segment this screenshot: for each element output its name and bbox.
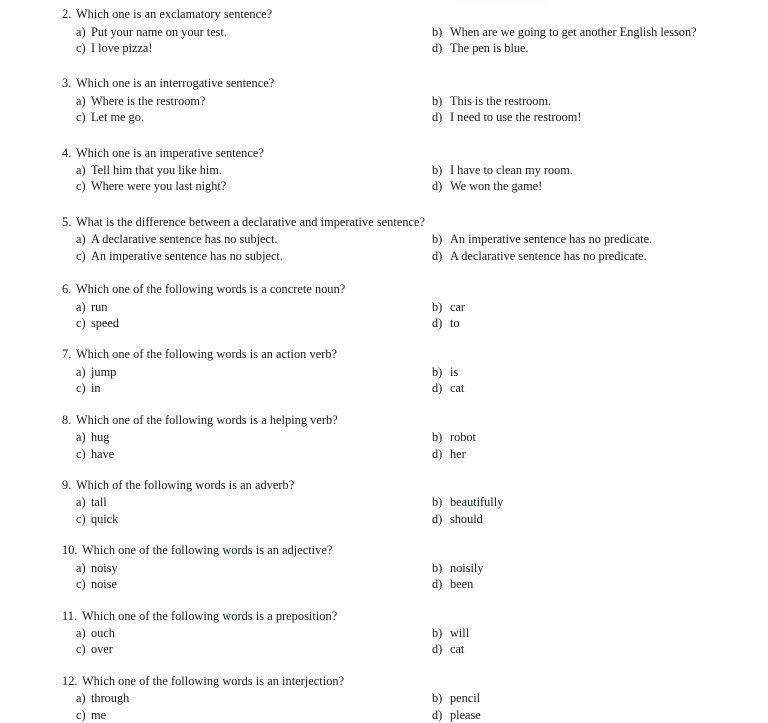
option-text: speed (91, 316, 119, 331)
answer-option-b[interactable] (432, 560, 483, 576)
question-text: Which one of the following words is a preposition? (82, 608, 338, 623)
answer-option-d[interactable] (432, 707, 481, 723)
option-text: The pen is blue. (450, 40, 529, 55)
question-spacer (0, 264, 768, 281)
question-block (0, 214, 768, 281)
option-label: c) (76, 179, 86, 194)
option-text: Tell him that you like him. (91, 163, 222, 178)
option-text: An imperative sentence has no predicate. (450, 232, 653, 247)
option-row (0, 24, 768, 40)
answer-option-b[interactable] (432, 625, 469, 641)
question-spacer (0, 658, 768, 673)
answer-option-a[interactable] (76, 162, 222, 178)
option-text: been (450, 577, 474, 592)
option-label: a) (76, 299, 86, 314)
option-label: c) (76, 707, 86, 722)
answer-option-b[interactable] (432, 429, 476, 445)
answer-option-c[interactable] (76, 315, 119, 331)
option-text: I have to clean my room. (450, 163, 573, 178)
option-row (0, 178, 768, 194)
answer-option-c[interactable] (76, 40, 152, 56)
question-text: Which one of the following words is an adjective? (82, 543, 333, 558)
option-label: b) (432, 93, 443, 108)
question-stem (0, 673, 768, 691)
option-label: b) (432, 24, 443, 39)
question-stem (0, 542, 768, 560)
option-row (0, 248, 768, 264)
answer-option-b[interactable] (432, 690, 480, 706)
option-label: c) (76, 248, 86, 263)
option-text: car (450, 299, 466, 314)
option-label: b) (432, 163, 443, 178)
answer-options (0, 24, 768, 57)
option-label: a) (76, 93, 86, 108)
answer-option-c[interactable] (76, 248, 283, 264)
option-text: Where were you last night? (91, 179, 227, 194)
option-label: c) (76, 381, 86, 396)
question-number: 12. (62, 673, 78, 688)
question-block (0, 477, 768, 542)
option-label: d) (432, 40, 443, 55)
option-label: b) (432, 364, 443, 379)
option-text: through (91, 691, 130, 706)
question-stem (0, 608, 768, 626)
question-number: 8. (62, 412, 72, 427)
option-row (0, 511, 768, 527)
answer-options (0, 429, 768, 462)
option-label: b) (432, 299, 443, 314)
question-number: 4. (62, 145, 72, 160)
answer-options (0, 93, 768, 126)
answer-option-a[interactable] (76, 364, 116, 380)
option-row (0, 641, 768, 657)
option-text: A declarative sentence has no subject. (91, 232, 278, 247)
option-text: noisily (450, 560, 484, 575)
question-number: 7. (62, 347, 72, 362)
answer-option-a[interactable] (76, 93, 205, 109)
question-text: Which one is an exclamatory sentence? (76, 7, 273, 21)
question-number: 6. (62, 282, 72, 297)
option-text: hug (91, 430, 110, 445)
option-row (0, 690, 768, 706)
answer-option-a[interactable] (76, 231, 277, 247)
option-text: I need to use the restroom! (450, 110, 582, 125)
answer-option-a[interactable] (76, 24, 227, 40)
option-label: c) (76, 316, 86, 331)
answer-option-b[interactable] (432, 93, 551, 109)
option-text: This is the restroom. (450, 93, 552, 108)
option-text: tall (91, 495, 107, 510)
option-text: When are we going to get another English lesson? (450, 24, 697, 39)
question-spacer (0, 331, 768, 346)
option-row (0, 93, 768, 109)
answer-option-b[interactable] (432, 299, 465, 315)
option-row (0, 707, 768, 723)
question-text: Which one is an imperative sentence? (76, 145, 264, 160)
answer-option-d[interactable] (432, 109, 581, 125)
question-block (0, 542, 768, 607)
answer-option-d[interactable] (432, 380, 464, 396)
option-text: will (450, 626, 470, 641)
option-row (0, 429, 768, 445)
answer-option-c[interactable] (76, 446, 114, 462)
answer-option-c[interactable] (76, 707, 106, 723)
answer-option-c[interactable] (76, 109, 144, 125)
question-number: 10. (62, 543, 78, 558)
answer-options (0, 231, 768, 264)
question-spacer (0, 462, 768, 477)
question-block (0, 6, 768, 75)
option-label: d) (432, 707, 443, 722)
question-stem (0, 346, 768, 364)
option-label: d) (432, 577, 443, 592)
question-text: Which one of the following words is an interjection? (82, 673, 345, 688)
option-label: d) (432, 316, 443, 331)
option-label: a) (76, 560, 86, 575)
option-text: Let me go. (91, 110, 144, 125)
option-text: should (450, 511, 483, 526)
option-row (0, 315, 768, 331)
option-label: d) (432, 642, 443, 657)
question-block (0, 281, 768, 346)
answer-option-c[interactable] (76, 511, 118, 527)
option-label: c) (76, 446, 86, 461)
answer-option-d[interactable] (432, 576, 473, 592)
option-label: d) (432, 248, 443, 263)
option-text: Put your name on your test. (91, 24, 227, 39)
answer-option-a[interactable] (76, 429, 109, 445)
question-number: 11. (62, 608, 78, 623)
option-row (0, 576, 768, 592)
answer-option-d[interactable] (432, 641, 464, 657)
option-text: me (91, 707, 107, 722)
answer-option-d[interactable] (432, 315, 460, 331)
answer-option-b[interactable] (432, 494, 503, 510)
option-text: in (91, 381, 101, 396)
question-spacer (0, 56, 768, 75)
option-text: over (91, 642, 113, 657)
answer-option-a[interactable] (76, 625, 115, 641)
option-row (0, 625, 768, 641)
option-label: b) (432, 232, 443, 247)
option-text: We won the game! (450, 179, 543, 194)
option-label: d) (432, 511, 443, 526)
option-text: is (450, 364, 459, 379)
option-text: Where is the restroom? (91, 93, 206, 108)
question-block (0, 145, 768, 214)
option-text: beautifully (450, 495, 504, 510)
question-block (0, 412, 768, 477)
answer-option-a[interactable] (76, 690, 129, 706)
option-label: b) (432, 560, 443, 575)
question-spacer (0, 397, 768, 412)
option-label: a) (76, 495, 86, 510)
question-stem (0, 477, 768, 495)
option-label: a) (76, 364, 86, 379)
option-label: b) (432, 626, 443, 641)
question-spacer (0, 593, 768, 608)
answer-options (0, 494, 768, 527)
option-label: c) (76, 511, 86, 526)
option-row (0, 162, 768, 178)
question-stem (0, 214, 768, 232)
answer-options (0, 162, 768, 195)
option-text: run (91, 299, 108, 314)
question-stem (0, 145, 768, 163)
question-text: Which one is an interrogative sentence? (76, 76, 275, 91)
option-row (0, 446, 768, 462)
option-text: noise (91, 577, 117, 592)
option-label: c) (76, 577, 86, 592)
option-label: c) (76, 110, 86, 125)
answer-option-d[interactable] (432, 446, 466, 462)
option-label: d) (432, 110, 443, 125)
option-label: a) (76, 691, 86, 706)
question-spacer (0, 195, 768, 214)
answer-option-c[interactable] (76, 641, 113, 657)
option-text: please (450, 707, 481, 722)
question-number: 3. (62, 76, 72, 91)
question-block (0, 75, 768, 144)
option-text: to (450, 316, 460, 331)
answer-option-a[interactable] (76, 494, 107, 510)
option-text: I love pizza! (91, 40, 153, 55)
answer-option-d[interactable] (432, 178, 542, 194)
question-stem (0, 6, 768, 24)
question-number: 9. (62, 477, 72, 492)
option-text: A declarative sentence has no predicate. (450, 248, 647, 263)
answer-options (0, 299, 768, 332)
question-spacer (0, 126, 768, 145)
option-row (0, 494, 768, 510)
option-text: ouch (91, 626, 115, 641)
option-label: a) (76, 24, 86, 39)
option-row (0, 560, 768, 576)
answer-option-d[interactable] (432, 40, 529, 56)
option-label: c) (76, 40, 86, 55)
option-text: noisy (91, 560, 118, 575)
answer-option-a[interactable] (76, 299, 107, 315)
answer-options (0, 690, 768, 723)
answer-option-b[interactable] (432, 364, 458, 380)
option-row (0, 380, 768, 396)
answer-option-c[interactable] (76, 576, 117, 592)
option-text: cat (450, 381, 465, 396)
question-text: Which one of the following words is a helping verb? (76, 412, 338, 427)
option-label: a) (76, 626, 86, 641)
option-text: cat (450, 642, 465, 657)
question-block (0, 608, 768, 673)
option-label: b) (432, 430, 443, 445)
option-text: jump (91, 364, 117, 379)
question-block (0, 346, 768, 411)
option-text: pencil (450, 691, 481, 706)
question-list (0, 6, 768, 723)
question-stem (0, 281, 768, 299)
option-label: a) (76, 232, 86, 247)
answer-option-b[interactable] (432, 231, 652, 247)
option-text: have (91, 446, 115, 461)
option-label: d) (432, 446, 443, 461)
option-text: quick (91, 511, 119, 526)
option-label: b) (432, 495, 443, 510)
answer-options (0, 560, 768, 593)
answer-option-c[interactable] (76, 380, 101, 396)
option-label: b) (432, 691, 443, 706)
answer-option-d[interactable] (432, 248, 647, 264)
option-label: d) (432, 179, 443, 194)
answer-option-b[interactable] (432, 24, 697, 40)
question-stem (0, 75, 768, 93)
option-text: her (450, 446, 466, 461)
answer-option-d[interactable] (432, 511, 483, 527)
question-block (0, 673, 768, 723)
question-number: 5. (62, 214, 72, 229)
option-row (0, 231, 768, 247)
option-row (0, 109, 768, 125)
question-text: Which one of the following words is an action verb? (76, 347, 338, 362)
answer-options (0, 625, 768, 658)
answer-option-c[interactable] (76, 178, 226, 194)
option-label: c) (76, 642, 86, 657)
option-label: d) (432, 381, 443, 396)
answer-option-a[interactable] (76, 560, 118, 576)
option-text: robot (450, 430, 476, 445)
question-stem (0, 412, 768, 430)
question-text: Which one of the following words is a concrete noun? (76, 282, 346, 297)
answer-option-b[interactable] (432, 162, 573, 178)
answer-options (0, 364, 768, 397)
question-number: 2. (62, 7, 72, 21)
question-text: Which of the following words is an adverb? (76, 477, 295, 492)
option-label: a) (76, 430, 86, 445)
option-row (0, 40, 768, 56)
option-label: a) (76, 163, 86, 178)
option-row (0, 299, 768, 315)
option-text: An imperative sentence has no subject. (91, 248, 283, 263)
option-row (0, 364, 768, 380)
question-spacer (0, 527, 768, 542)
question-text: What is the difference between a declarative and imperative sentence? (76, 214, 426, 229)
